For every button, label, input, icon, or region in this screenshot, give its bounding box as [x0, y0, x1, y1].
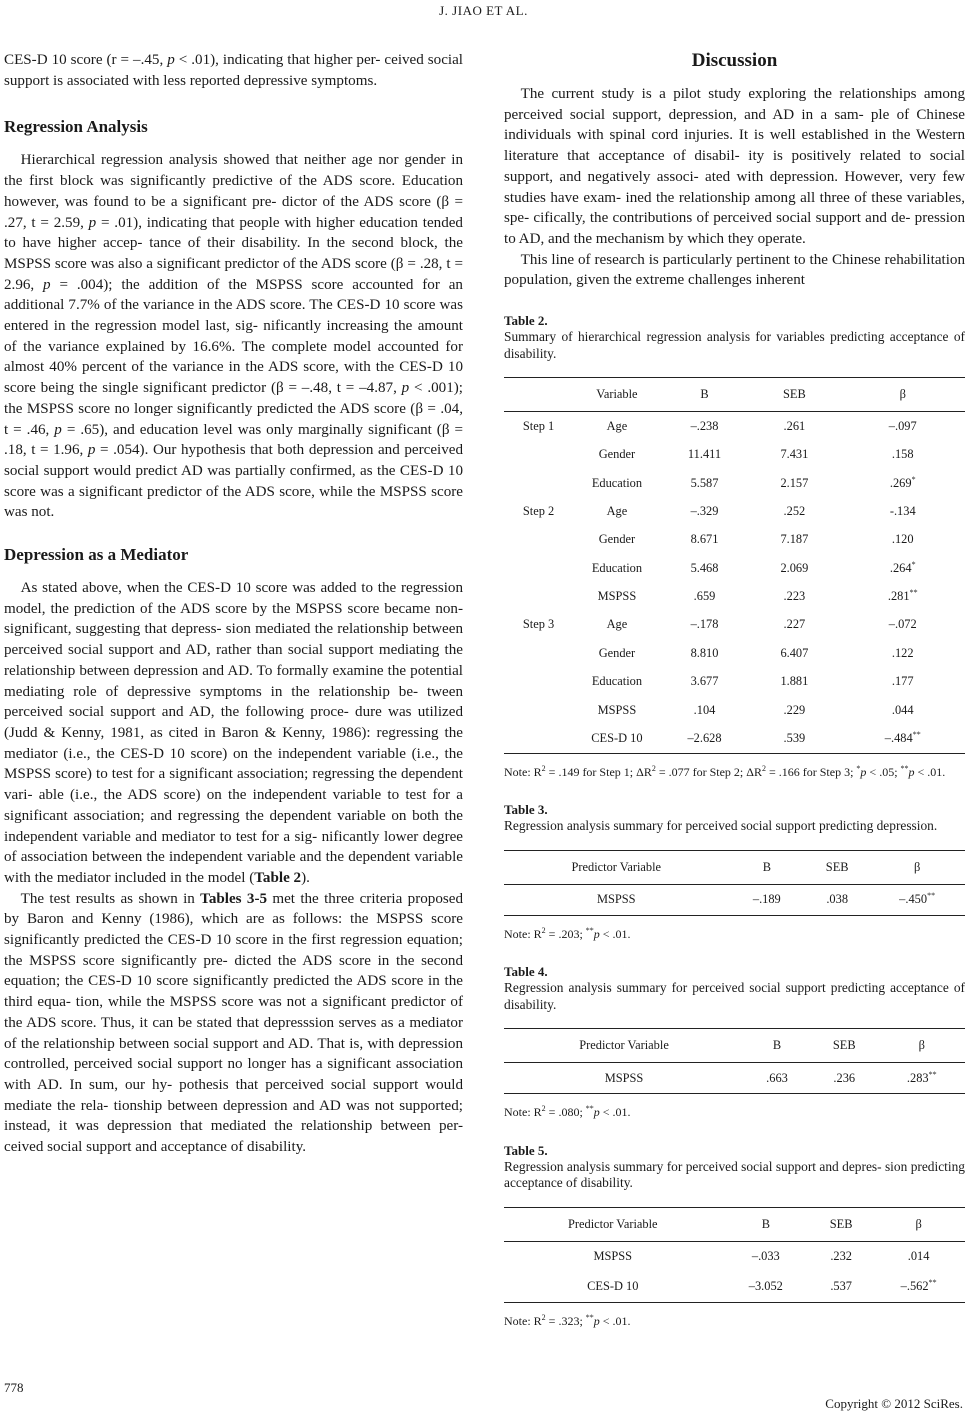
b-cell: –.189 [729, 884, 806, 915]
beta-cell: .281** [887, 587, 918, 604]
step-cell: Step 2 [522, 503, 555, 518]
seb-cell: .038 [805, 884, 869, 915]
variable-cell: Gender [598, 447, 636, 462]
b-cell: –.178 [690, 617, 719, 632]
left-column [4, 50, 463, 1158]
seb-cell: .232 [830, 1249, 852, 1264]
table-label: Table 3. [504, 802, 548, 818]
table-body [504, 1063, 965, 1094]
discussion-paragraph-2: This line of research is particularly pertinent to the Chinese rehabilitation population, given the extreme challenges inherent [504, 251, 965, 289]
seb-cell: .236 [810, 1063, 879, 1094]
text-run: The test results as shown in [20, 890, 201, 907]
table-caption: Regression analysis summary for perceived social support predicting depression. [504, 818, 938, 834]
regression-table [504, 1028, 965, 1094]
beta-cell: .158 [891, 447, 914, 462]
text-run: = .65), and education level was only marginally significant (β = .18, t = 1.96, [4, 421, 463, 459]
table-body [504, 884, 965, 915]
b-cell: –2.628 [661, 724, 749, 753]
table-row [504, 668, 965, 696]
seb-cell: .252 [783, 503, 806, 518]
table-row [504, 696, 965, 724]
table-note: Note: $R^2 = .149$ for Step 1; $\Delta R^2 = .077$ for Step 2; $\Delta R^2 = .166$ for Step 3; *p < .05; **p < .01. [504, 763, 946, 779]
step-cell [504, 526, 573, 554]
column-header: β [840, 378, 965, 412]
b-cell: 3.677 [690, 674, 719, 689]
table-header-row [504, 378, 965, 412]
column-header: Predictor Variable [504, 1029, 744, 1063]
beta-cell: .044 [891, 702, 914, 717]
page-number: 778 [4, 1380, 24, 1395]
text-run: < .001); the MSPSS score no longer significantly predicted the ADS score (β = .04, t = .46, [4, 380, 463, 438]
table-body [504, 1241, 965, 1302]
beta-cell: .122 [891, 645, 914, 660]
column-header: SEB [748, 378, 840, 412]
italic-run: p [87, 442, 96, 459]
b-cell: –.033 [751, 1249, 780, 1264]
column-header: β [872, 1207, 965, 1241]
beta-cell: –.072 [888, 617, 917, 632]
column-header: Predictor Variable [504, 1207, 722, 1241]
running-head: J. JIAO ET AL. [439, 3, 528, 18]
table-3 [504, 802, 965, 942]
seb-cell: 7.431 [780, 447, 809, 462]
table-header-row [504, 1207, 965, 1241]
column-header [504, 378, 573, 412]
variable-cell: Gender [598, 645, 636, 660]
discussion-paragraph-1: The current study is a pilot study exploring the relationships among perceived social support, depression, and AD in a sam- ple of Chinese individuals with spinal cord injuries. It is well established in the Western literature that acceptance of disabil- ity is positively related to social support, and negatively associ- ated with depression. However, very few studies have exam- ined the relationship among all three of these variables, spe- cifically, the contributions of perceived social support and de- pression to AD, and the mechanism by which they operate. [504, 86, 965, 247]
variable-cell: Education [591, 674, 643, 689]
table-caption: Regression analysis summary for perceived social support and depres- sion predicting acceptance of disability. [504, 1158, 965, 1191]
table-row [504, 724, 965, 753]
column-header: β [879, 1029, 965, 1063]
variable-cell: Gender [598, 532, 636, 547]
seb-cell: 1.881 [780, 674, 809, 689]
b-cell: 5.468 [690, 560, 719, 575]
table-note: Note: $R^2 = .080$; **p < .01. [504, 1104, 631, 1120]
text-run: < .01), indicating that higher per- ceived social support is associated with less reported depressive symptoms. [4, 52, 463, 89]
column-header: B [729, 850, 806, 884]
variable-cell: MSPSS [597, 702, 637, 717]
significance-marker: ** [928, 1278, 937, 1288]
table-row [504, 497, 965, 525]
seb-cell: .261 [783, 418, 806, 433]
b-cell: –3.052 [722, 1272, 811, 1303]
table-body [504, 412, 965, 754]
text-run: As stated above, when the CES-D 10 score was added to the regression model, the prediction of the ADS score by the MSPSS score became non-significant, suggesting that depress- sion mediated the relationship between perceived social support and AD, rather than social support mediating the relationship between depression and AD. To formally examine the potential mediating role of depressive symptoms in the relationship be- tween perceived social support and AD, the following proce- dure was utilized (Judd & Kenny, 1981, as cited in Baron & Kenny, 1986): regressing the mediator (i.e., the CES-D 10 score) on the independent variable (i.e., the MSPSS score) to test for a significant association; regressing the dependent vari- able (i.e., the ADS score) on the independent variable to test for a significant association; and regressing the dependent variable on both the independent variable and mediator to test for a sig- nificantly lower degree of association between the independent variable and the dependent variable with the mediator included in the model ( [4, 580, 463, 886]
variable-cell: Education [591, 560, 643, 575]
table-label: Table 5. [504, 1142, 548, 1158]
step-cell [504, 639, 573, 667]
significance-marker: * [911, 474, 916, 484]
right-column [504, 50, 965, 1329]
step-cell [504, 582, 573, 610]
table-reference: Tables 3-5 [200, 890, 268, 907]
b-cell: .663 [744, 1063, 810, 1094]
table-row [504, 554, 965, 582]
seb-cell: .223 [783, 589, 806, 604]
b-cell: –.238 [690, 418, 719, 433]
table-note: Note: $R^2 = .203$; **p < .01. [504, 925, 631, 941]
text-run: = .004); the addition of the MSPSS score accounted for an additional 7.7% of the variance in the ADS score. The CES-D 10 score was entered in the regression model last, sig- nificantly increasing the amount of the variance explained by 16.6%. The complete model accounted for almost 40% percent of the variance in the ADS score, with the CES-D 10 score being the single significant predictor (β = –.48, t = –4.87, [4, 276, 463, 397]
column-header: SEB [810, 1029, 879, 1063]
table-4 [504, 964, 965, 1121]
table-note: Note: $R^2 = .323$; **p < .01. [504, 1312, 631, 1328]
variable-cell: Age [606, 617, 628, 632]
table-row [504, 582, 965, 610]
seb-cell: .539 [748, 724, 840, 753]
predictor-cell: MSPSS [593, 1249, 633, 1264]
beta-cell: .177 [891, 674, 914, 689]
table-row [504, 412, 965, 441]
b-cell: 5.587 [690, 475, 719, 490]
column-header: B [744, 1029, 810, 1063]
predictor-cell: CES-D 10 [504, 1272, 722, 1303]
step-cell [504, 724, 573, 753]
table-caption: Regression analysis summary for perceived social support predicting acceptance of disability. [504, 980, 965, 1012]
predictor-cell: MSPSS [504, 1063, 744, 1094]
step-cell: Step 1 [522, 418, 555, 433]
variable-cell: Education [591, 475, 643, 490]
text-run: = .01), indicating that people with higher education tended to have higher accep- tance of their disability. In the second block, the MSPSS score was also a significant predictor of the ADS score (β = .28, t = 2.96, [4, 214, 463, 293]
beta-cell: –.562** [872, 1272, 965, 1303]
variable-cell: CES-D 10 [573, 724, 661, 753]
step-cell [504, 440, 573, 468]
seb-cell: .229 [783, 702, 806, 717]
b-cell: –.329 [690, 503, 719, 518]
significance-marker: * [911, 559, 916, 569]
b-cell: .659 [693, 589, 716, 604]
table-row [504, 639, 965, 667]
significance-marker: ** [912, 729, 921, 739]
table-row [504, 1241, 965, 1272]
seb-cell: 2.157 [780, 475, 809, 490]
beta-cell: –.484** [840, 724, 965, 753]
italic-run: p [167, 52, 175, 68]
intro-paragraph [4, 50, 463, 91]
significance-marker: ** [928, 1069, 937, 1079]
table-row [504, 1272, 965, 1303]
mediator-paragraph-2 [4, 889, 463, 1158]
beta-cell: .264* [889, 559, 916, 575]
table-reference: Table 2 [254, 869, 302, 886]
seb-cell: 6.407 [780, 645, 809, 660]
regression-table [504, 377, 965, 754]
b-cell: 8.810 [690, 645, 719, 660]
beta-cell: –.450** [869, 884, 965, 915]
seb-cell: 7.187 [780, 532, 809, 547]
regression-table [504, 850, 965, 916]
regression-analysis-heading: Regression Analysis [4, 117, 148, 137]
beta-cell: –.097 [888, 418, 917, 433]
table-row [504, 526, 965, 554]
italic-run: p [401, 380, 410, 397]
text-run: ). [301, 869, 310, 886]
table-row [504, 1063, 965, 1094]
table-header-row [504, 1029, 965, 1063]
text-run: CES-D 10 score (r = –.45, [4, 52, 168, 68]
significance-marker: ** [927, 891, 936, 901]
mediator-paragraph-1 [4, 578, 463, 889]
step-cell [504, 696, 573, 724]
beta-cell: .269* [889, 474, 916, 490]
column-header: SEB [805, 850, 869, 884]
step-cell: Step 3 [522, 617, 555, 632]
regression-table [504, 1207, 965, 1303]
table-row [504, 469, 965, 497]
step-cell [504, 469, 573, 497]
seb-cell: .537 [810, 1272, 872, 1303]
discussion-heading: Discussion [691, 50, 778, 71]
b-cell: .104 [693, 702, 716, 717]
italic-run: p [54, 421, 62, 438]
step-cell [504, 554, 573, 582]
table-row [504, 884, 965, 915]
mediator-heading: Depression as a Mediator [4, 545, 189, 565]
copyright: Copyright © 2012 SciRes. [825, 1396, 963, 1411]
beta-cell: .120 [891, 532, 914, 547]
italic-run: p [88, 214, 97, 231]
column-header: SEB [810, 1207, 872, 1241]
table-row [504, 440, 965, 468]
regression-paragraph [4, 150, 463, 523]
column-header: β [869, 850, 965, 884]
text-run: Hierarchical regression analysis showed that neither age nor gender in the first block was significantly predictive of the ADS score. Education however, was found to be a significant pre- dictor of the ADS score (β = .27, t = 2.59, [4, 152, 463, 231]
table-row [504, 611, 965, 639]
column-header: B [661, 378, 749, 412]
b-cell: 8.671 [690, 532, 719, 547]
column-header: Predictor Variable [504, 850, 729, 884]
variable-cell: Age [606, 503, 628, 518]
seb-cell: .227 [783, 617, 806, 632]
text-run: met the three criteria proposed by Baron and Kenny (1986), which are as follows: the MSPSS score significantly predicted the CES-D 10 score in the first regression equation; the MSPSS score significantly pre- dicted the ADS score in the second equation; the CES-D 10 score significantly predicted the ADS score in the third equa- tion, while the MSPSS score was not a significant predictor of the ADS score. Thus, it can be stated that depresssion serves as a mediator of the relationship between social support and AD. That is, with depression controlled, perceived social support no longer has a significant association with AD. In sum, our hy- pothesis that perceived social support would mediate the rela- tionship between depression and AD was not supported; instead, it was depression that mediated the relationship between per- ceived social support and acceptance of disability. [4, 890, 463, 1156]
column-header: B [722, 1207, 811, 1241]
beta-cell: -.134 [889, 503, 916, 518]
table-caption: Summary of hierarchical regression analysis for variables predicting acceptance of disability. [504, 329, 965, 361]
significance-marker: ** [909, 587, 918, 597]
seb-cell: 2.069 [780, 560, 809, 575]
step-cell [504, 668, 573, 696]
table-header-row [504, 850, 965, 884]
variable-cell: Age [606, 418, 628, 433]
table-label: Table 2. [504, 313, 548, 329]
beta-cell: .283** [879, 1063, 965, 1094]
column-header: Variable [573, 378, 661, 412]
predictor-cell: MSPSS [504, 884, 729, 915]
table-label: Table 4. [504, 964, 548, 980]
text-run: = .054). Our hypothesis that both depression and perceived social support would predict AD was partially confirmed, as the CES-D 10 score was a significant predictor of the ADS score, while the MSPSS score was not. [4, 442, 463, 521]
table-5 [504, 1143, 965, 1330]
italic-run: p [43, 276, 51, 293]
variable-cell: MSPSS [597, 589, 637, 604]
beta-cell: .014 [907, 1249, 930, 1264]
b-cell: 11.411 [687, 447, 722, 462]
table-2 [504, 313, 965, 780]
